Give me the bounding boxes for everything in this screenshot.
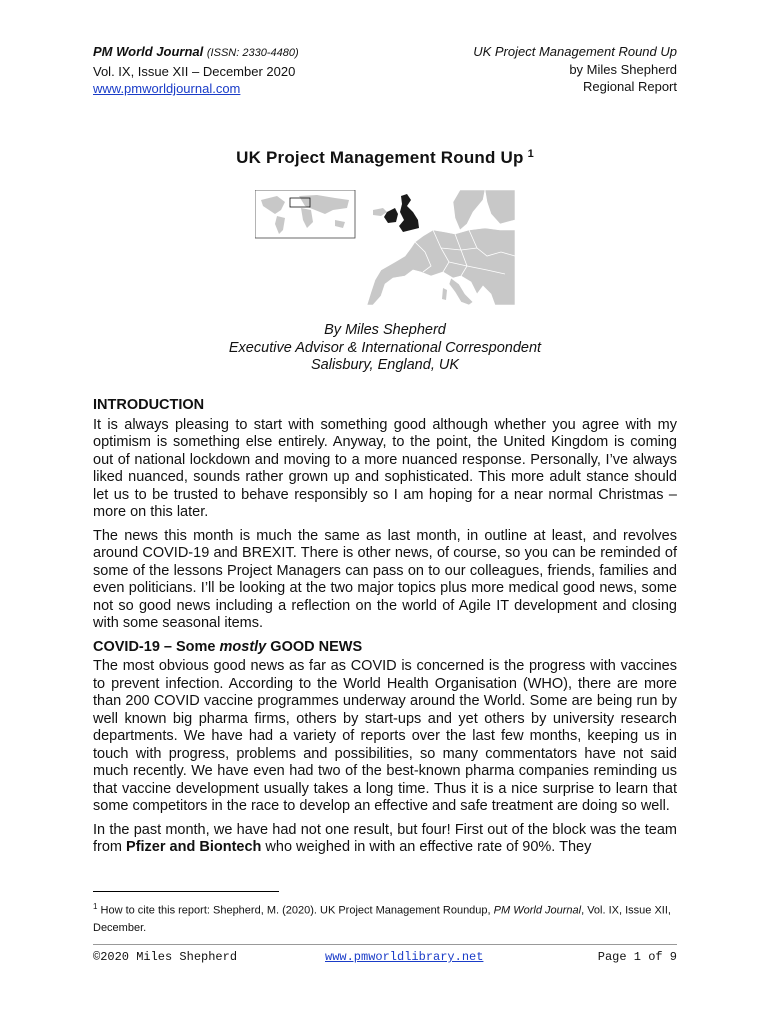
paragraph-intro-2: The news this month is much the same as last month, in outline at least, and revolves around COVID-19 and BREXIT. There is other news, of course, so you can be reminded of some of the lessons Project Managers can pass on to our colleagues, friends, families and even politicians. I’ll be looking at the two major topics plus more medical good news, some not so good news including a reflection on the world of Agile IT development and closing with some seasonal items. xyxy=(93,527,677,631)
author-location: Salisbury, England, UK xyxy=(310,357,460,373)
issn: (ISSN: 2330-4480) xyxy=(206,47,299,59)
paragraph-intro-1: It is always pleasing to start with something good although whether you agree with my optimism is something else entirely. Anyway, to the point, the United Kingdom is coming out of national lockdown and moving to a more nuanced response. Personally, I’ve always liked nuanced, sounds rather grown up and sophisticated. This more adult stance should let us to be trusted to behave responsibly so I am hoping for a near normal Christmas – more on this later. xyxy=(93,416,677,520)
report-type: Regional Report xyxy=(583,79,677,94)
article-running-title: UK Project Management Round Up xyxy=(473,44,677,59)
title-text: UK Project Management Round Up xyxy=(236,148,524,167)
footnote-text: How to cite this report: Shepherd, M. (2020). UK Project Management Roundup, xyxy=(97,904,494,917)
byline xyxy=(0,322,770,375)
europe-uk-locator-map-icon xyxy=(255,190,515,305)
journal-line xyxy=(93,43,299,63)
footer-website-link[interactable]: www.pmworldlibrary.net xyxy=(325,950,484,964)
footnote-text: , Vol. IX, Issue XII, December. xyxy=(93,904,671,934)
journal-website-link[interactable]: www.pmworldjournal.com xyxy=(93,81,241,96)
paragraph-covid-1: The most obvious good news as far as COVID is concerned is the progress with vaccines to prevent infection. According to the World Health Organisation (WHO), there are more than 200 COVID vaccine programmes underway around the World. Some are being run by well known big pharma firms, others by start-ups and yet others by university research departments. We have had a variety of reports over the last few months, keeping us in touch with progress, problems and possibilities, so many commentators have not said much recently. We have even had two of the best-known pharma companies reminding us that vaccine development usually takes a long time. Thus it is a nice surprise to learn that some competitors in the race to develop an effective and safe treatment are doing so well. xyxy=(93,658,677,814)
volume-issue: Vol. IX, Issue XII – December 2020 xyxy=(93,63,296,79)
title-footnote-mark: 1 xyxy=(527,148,534,160)
footer-divider xyxy=(93,944,677,945)
author-role: Executive Advisor & International Correspondent xyxy=(228,339,542,356)
running-header-left xyxy=(93,43,299,98)
covid-heading-part: GOOD NEWS xyxy=(266,638,363,655)
page-title xyxy=(0,148,770,168)
header-author: by Miles Shepherd xyxy=(569,61,677,77)
author-name: By Miles Shepherd xyxy=(324,322,446,338)
footnote xyxy=(93,898,677,937)
text-run: who weighed in with an effective rate of 90%. They xyxy=(261,839,592,855)
covid-heading-part: COVID-19 – Some xyxy=(93,638,220,655)
footnote-journal: PM World Journal xyxy=(493,904,582,917)
article-body xyxy=(93,397,677,863)
section-heading-introduction: INTRODUCTION xyxy=(93,397,205,413)
text-run: In the past month, we have had not one result, but four! First out of the block was the team from xyxy=(93,821,677,855)
footnote-mark: 1 xyxy=(93,902,98,911)
section-heading-covid xyxy=(93,639,677,657)
running-header-right xyxy=(473,43,677,96)
footnote-divider xyxy=(93,891,279,892)
page-number: Page 1 of 9 xyxy=(597,950,677,964)
company-name: Pfizer and Biontech xyxy=(126,839,262,855)
footer-copyright: ©2020 Miles Shepherd xyxy=(93,950,238,964)
paragraph-covid-2 xyxy=(93,822,677,857)
covid-heading-emphasis: mostly xyxy=(219,638,267,655)
journal-name: PM World Journal xyxy=(93,44,204,59)
